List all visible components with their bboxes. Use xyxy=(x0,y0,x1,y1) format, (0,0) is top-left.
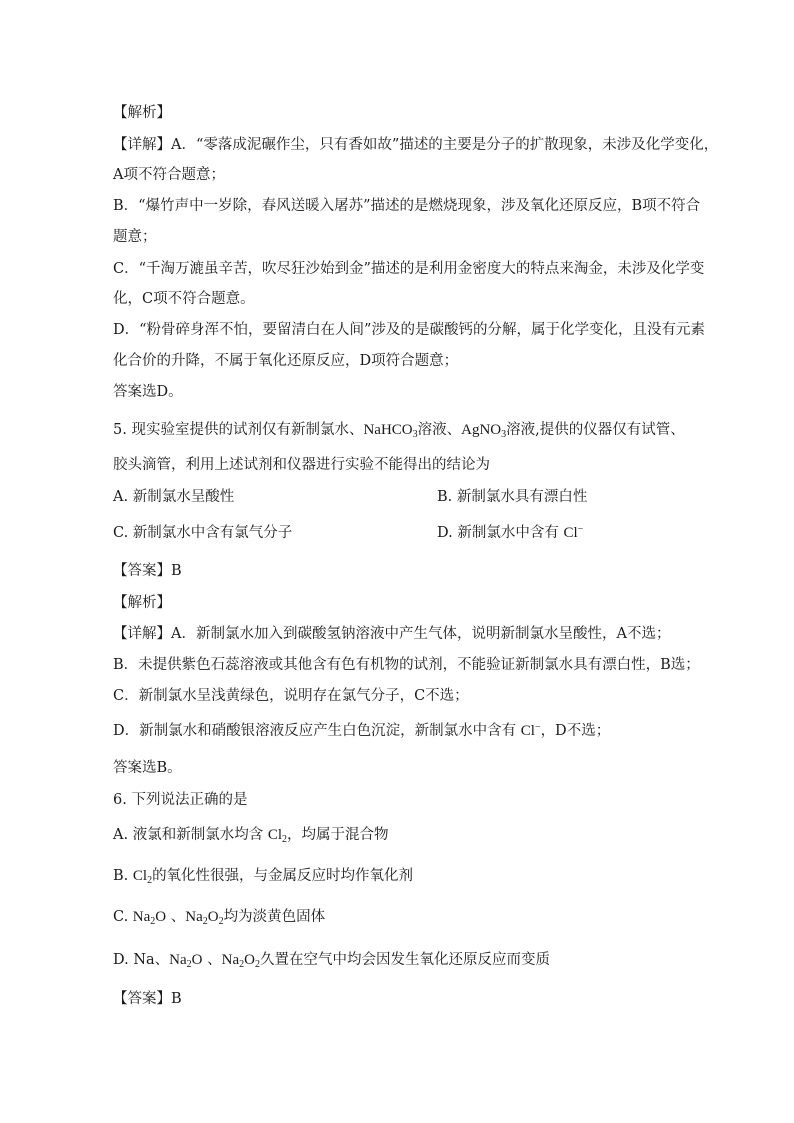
q4-detail-a-line1: 【详解】A．“零落成泥碾作尘，只有香如故”描述的主要是分子的扩散现象，未涉及化学变化， xyxy=(113,137,719,153)
q5-option-c: C. 新制氯水中含有氯气分子 xyxy=(113,525,293,541)
formula-agno3: AgNO$_3$ xyxy=(461,422,507,440)
q6-option-d: D. Na、$Na_2O$ 、$Na_2O_2$久置在空气中均会因发生氧化还原反应而变质 xyxy=(113,952,550,970)
q5-detail-c: C．新制氯水呈浅黄绿色，说明存在氯气分子，C不选； xyxy=(113,688,469,704)
q6-option-a: A. 液氯和新制氯水均含 $Cl_2$，均属于混合物 xyxy=(113,827,389,845)
q4-detail-a-line2: A项不符合题意； xyxy=(113,167,225,183)
q6-stem: 6. 下列说法正确的是 xyxy=(113,792,248,808)
q5-stem-line1 xyxy=(113,420,685,440)
q4-detail-d-line2: 化合价的升降，不属于氧化还原反应，D项符合题意； xyxy=(113,353,459,369)
q6-option-b: B. $Cl_2$的氧化性很强，与金属反应时均作氧化剂 xyxy=(113,868,414,886)
q5-option-b: B. 新制氯水具有漂白性 xyxy=(437,489,588,505)
formula-na2o: $Na_2O$ xyxy=(132,909,167,927)
q4-final-answer: 答案选D。 xyxy=(113,384,183,400)
q5-detail-b: B．未提供紫色石蕊溶液或其他含有色有机物的试剂，不能验证新制氯水具有漂白性，B选； xyxy=(113,657,700,673)
q5-detail-a: 【详解】A．新制氯水加入到碳酸氢钠溶液中产生气体，说明新制氯水呈酸性，A不选； xyxy=(113,626,671,642)
ion-chloride: Cl− xyxy=(563,524,584,541)
q4-detail-b-line2: 题意； xyxy=(113,229,157,245)
q5-stem-part-c: 溶液,提供的仪器仅有试管、 xyxy=(506,422,685,438)
q4-detail-b-line1: B．“爆竹声中一岁除，春风送暖入屠苏”描述的是燃烧现象，涉及氧化还原反应，B项不符合 xyxy=(113,198,701,214)
q5-detail-d: D．新制氯水和硝酸银溶液反应产生白色沉淀，新制氯水中含有 Cl−，D不选； xyxy=(113,722,611,739)
formula-cl2: $Cl_2$ xyxy=(132,868,153,886)
formula-na2o2: $Na_2O_2$ xyxy=(221,952,260,970)
q5-option-d: D. 新制氯水中含有 Cl− xyxy=(437,524,584,541)
q5-answer: 【答案】B xyxy=(113,563,182,579)
formula-na2o2: $Na_2O_2$ xyxy=(185,909,224,927)
q4-analysis-label: 【解析】 xyxy=(113,105,171,121)
ion-chloride: Cl− xyxy=(520,722,541,739)
q5-stem-part-b: 溶液、 xyxy=(417,422,462,438)
q4-detail-c-line2: 化，C项不符合题意。 xyxy=(113,291,255,307)
q5-stem-part-a: 5. 现实验室提供的试剂仅有新制氯水、 xyxy=(113,422,364,438)
q6-answer: 【答案】B xyxy=(113,991,182,1007)
formula-na2o: $Na_2O$ xyxy=(169,952,203,970)
q5-final-answer: 答案选B。 xyxy=(113,760,182,776)
q4-detail-d-line1: D．“粉骨碎身浑不怕，要留清白在人间”涉及的是碳酸钙的分解，属于化学变化，且没有元素 xyxy=(113,322,705,338)
q6-option-c: C. $Na_2O$ 、$Na_2O_2$均为淡黄色固体 xyxy=(113,909,326,927)
q5-analysis-label: 【解析】 xyxy=(113,595,171,611)
formula-cl2: $Cl_2$ xyxy=(267,827,287,845)
q4-detail-c-line1: C．“千淘万漉虽辛苦，吹尽狂沙始到金”描述的是利用金密度大的特点来淘金，未涉及化学变 xyxy=(113,261,705,277)
q5-option-a: A. 新制氯水呈酸性 xyxy=(113,489,235,505)
q5-stem-line2: 胶头滴管，利用上述试剂和仪器进行实验不能得出的结论为 xyxy=(113,457,490,473)
formula-nahco3: NaHCO$_3$ xyxy=(363,422,418,440)
